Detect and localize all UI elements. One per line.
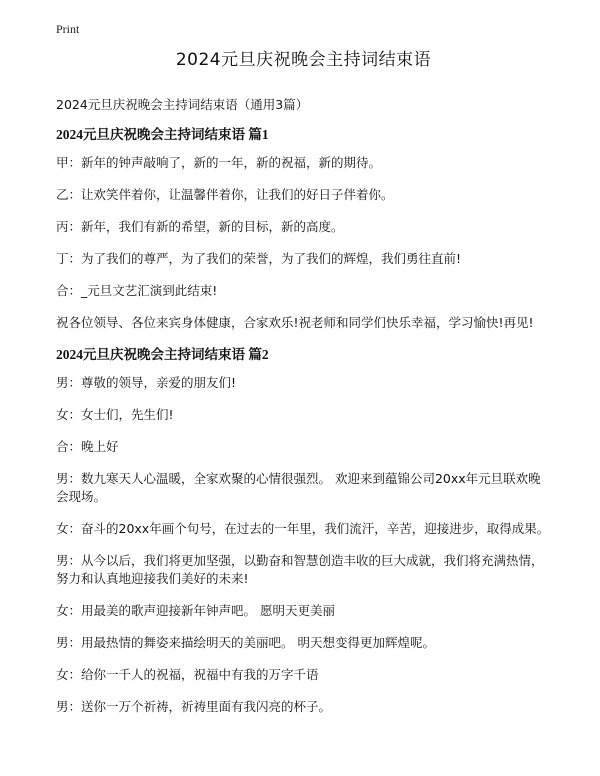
paragraph: 女：女士们，先生们!	[56, 407, 174, 422]
section-heading: 2024元旦庆祝晚会主持词结束语 篇1	[56, 127, 269, 142]
paragraph: 男：送你一万个祈祷，祈祷里面有我闪亮的杯子。	[56, 699, 332, 714]
paragraph: 男：数九寒天人心温暖，全家欢聚的心情很强烈。 欢迎来到蕴锦公司20xx年元旦联欢晚会现场。	[56, 471, 541, 504]
paragraph: 女：用最美的歌声迎接新年钟声吧。 愿明天更美丽	[56, 603, 335, 618]
document-title: 2024元旦庆祝晚会主持词结束语	[175, 50, 432, 70]
paragraph: 合：_元旦文艺汇演到此结束!	[56, 283, 218, 298]
section-2	[56, 346, 551, 716]
section-heading: 2024元旦庆祝晚会主持词结束语 篇2	[56, 347, 269, 362]
print-link[interactable]: Print	[56, 22, 80, 36]
paragraph: 合：晚上好	[56, 439, 119, 454]
document-subtitle: 2024元旦庆祝晚会主持词结束语（通用3篇）	[56, 97, 309, 112]
paragraph: 男：从今以后，我们将更加坚强，以勤奋和智慧创造丰收的巨大成就，我们将充满热情，努力和认真地迎接我们美好的未来!	[56, 553, 544, 586]
paragraph: 女：给你一千人的祝福，祝福中有我的万字千语	[56, 667, 319, 682]
paragraph: 祝各位领导、各位来宾身体健康，合家欢乐!祝老师和同学们快乐幸福，学习愉快!再见!	[56, 315, 534, 330]
paragraph: 甲：新年的钟声敲响了，新的一年，新的祝福，新的期待。	[56, 155, 382, 170]
paragraph: 乙：让欢笑伴着你，让温馨伴着你，让我们的好日子伴着你。	[56, 187, 394, 202]
section-1	[56, 126, 551, 332]
paragraph: 丙：新年，我们有新的希望，新的目标，新的高度。	[56, 219, 344, 234]
paragraph: 女：奋斗的20xx年画个句号，在过去的一年里，我们流汗，辛苦，迎接进步，取得成果。	[56, 521, 550, 536]
paragraph: 丁：为了我们的尊严，为了我们的荣誉，为了我们的辉煌，我们勇往直前!	[56, 251, 462, 266]
paragraph: 男：尊敬的领导，亲爱的朋友们!	[56, 375, 237, 390]
document-page	[56, 50, 551, 730]
paragraph: 男：用最热情的舞姿来描绘明天的美丽吧。 明天想变得更加辉煌呢。	[56, 635, 435, 650]
